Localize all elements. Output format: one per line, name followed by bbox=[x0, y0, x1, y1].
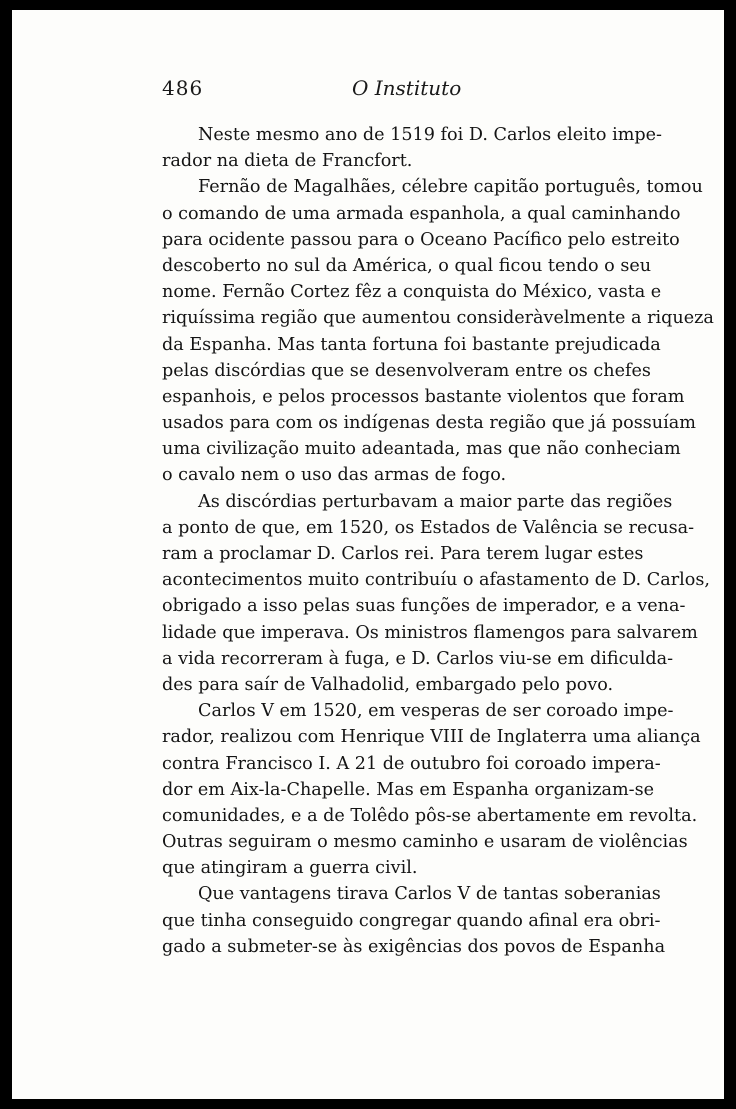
text-line: Carlos V em 1520, em vesperas de ser coroado impe- bbox=[198, 701, 674, 722]
text-line: que atingiram a guerra civil. bbox=[162, 858, 418, 879]
text-line: para ocidente passou para o Oceano Pacífico pelo estreito bbox=[162, 229, 680, 250]
text-line: rador, realizou com Henrique VIII de Inglaterra uma aliança bbox=[162, 727, 701, 748]
text-line: o comando de uma armada espanhola, a qual caminhando bbox=[162, 203, 681, 224]
text-line: lidade que imperava. Os ministros flamengos para salvarem bbox=[162, 622, 698, 643]
text-line: uma civilização muito adeantada, mas que não conheciam bbox=[162, 439, 681, 460]
text-line: o cavalo nem o uso das armas de fogo. bbox=[162, 465, 507, 486]
text-line: dor em Aix-la-Chapelle. Mas em Espanha organizam-se bbox=[162, 779, 655, 800]
text-line: que tinha conseguido congregar quando afinal era obri- bbox=[162, 910, 661, 931]
text-line: riquíssima região que aumentou consideràvelmente a riqueza bbox=[162, 308, 714, 329]
running-title: O Instituto bbox=[352, 76, 462, 100]
book-page bbox=[12, 10, 724, 1099]
text-line: a ponto de que, em 1520, os Estados de Valência se recusa- bbox=[162, 517, 695, 538]
text-line: contra Francisco I. A 21 de outubro foi coroado impera- bbox=[162, 753, 661, 774]
body-text bbox=[162, 122, 714, 960]
text-line: nome. Fernão Cortez fêz a conquista do México, vasta e bbox=[162, 282, 662, 303]
text-line: Fernão de Magalhães, célebre capitão português, tomou bbox=[198, 177, 703, 198]
text-line: pelas discórdias que se desenvolveram entre os chefes bbox=[162, 360, 651, 381]
text-line: espanhois, e pelos processos bastante violentos que foram bbox=[162, 386, 685, 407]
text-line: a vida recorreram à fuga, e D. Carlos viu-se em dificulda- bbox=[162, 648, 674, 669]
text-line: obrigado a isso pelas suas funções de imperador, e a vena- bbox=[162, 596, 686, 617]
text-line: Neste mesmo ano de 1519 foi D. Carlos eleito impe- bbox=[198, 125, 662, 145]
text-line: rador na dieta de Francfort. bbox=[162, 151, 413, 172]
text-line: As discórdias perturbavam a maior parte das regiões bbox=[198, 491, 673, 512]
text-line: comunidades, e a de Tolêdo pôs-se abertamente em revolta. bbox=[162, 805, 698, 826]
page-number: 486 bbox=[162, 76, 204, 100]
text-line: ram a proclamar D. Carlos rei. Para terem lugar estes bbox=[162, 544, 644, 564]
text-line: da Espanha. Mas tanta fortuna foi bastante prejudicada bbox=[162, 334, 661, 355]
text-line: acontecimentos muito contribuíu o afastamento de D. Carlos, bbox=[162, 570, 710, 591]
text-line: gado a submeter-se às exigências dos povos de Espanha bbox=[162, 936, 666, 957]
text-line: des para saír de Valhadolid, embargado pelo povo. bbox=[162, 674, 614, 695]
text-line: Que vantagens tirava Carlos V de tantas soberanias bbox=[198, 884, 661, 905]
text-line: usados para com os indígenas desta região que já possuíam bbox=[162, 413, 696, 434]
text-line: descoberto no sul da América, o qual ficou tendo o seu bbox=[162, 255, 652, 276]
text-line: Outras seguiram o mesmo caminho e usaram de violências bbox=[162, 832, 688, 853]
page-header bbox=[162, 76, 642, 106]
